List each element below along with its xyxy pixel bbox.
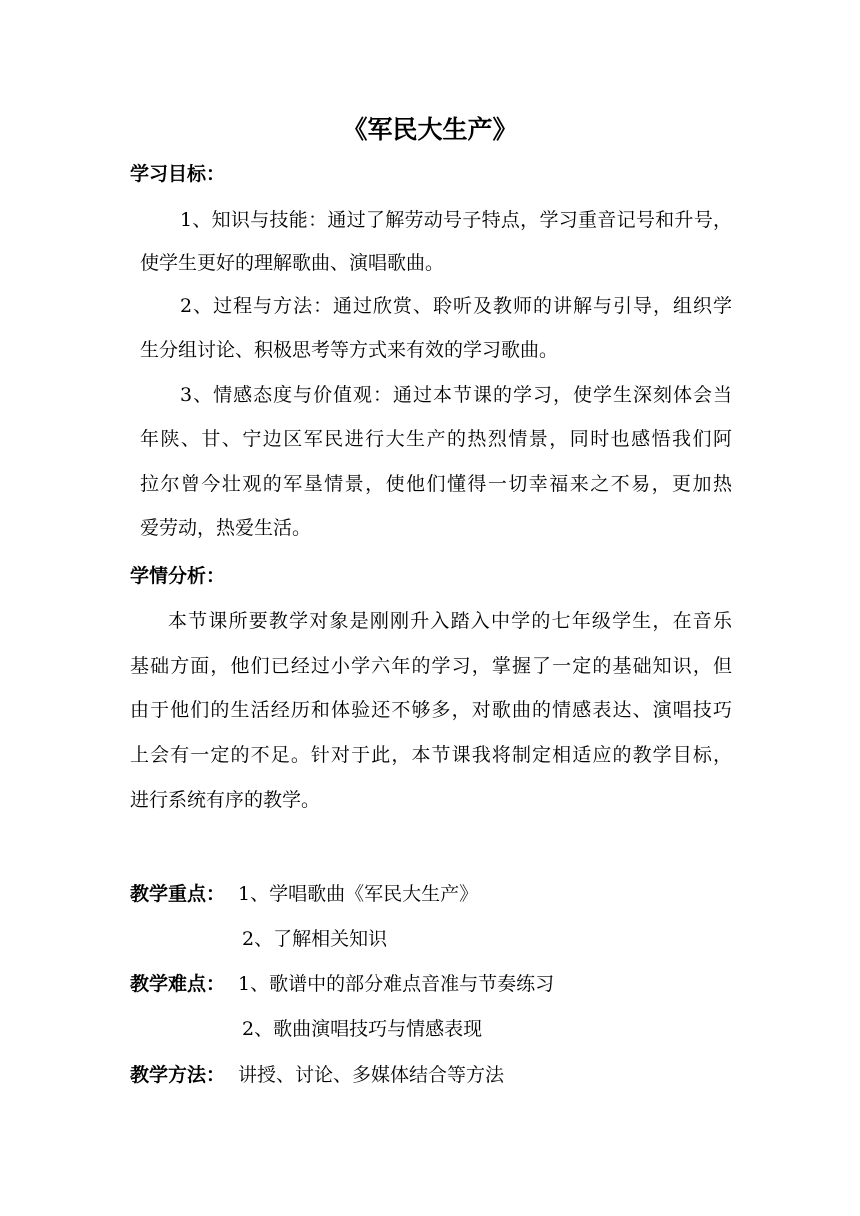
objective-2-line-2: 生分组讨论、积极思考等方式来有效的学习歌曲。 [140,339,559,361]
objective-3-line-1: 3、情感态度与价值观：通过本节课的学习，使学生深刻体会当 [180,384,732,406]
analysis-line-4: 上会有一定的不足。针对于此，本节课我将制定相适应的教学目标， [130,744,732,766]
key-point-2: 2、了解相关知识 [242,928,388,950]
methods-label: 教学方法： [130,1064,226,1086]
analysis-line-2: 基础方面，他们已经过小学六年的学习，掌握了一定的基础知识，但 [130,655,732,677]
objective-1-line-2: 使学生更好的理解歌曲、演唱歌曲。 [140,252,445,274]
objective-2-line-1: 2、过程与方法：通过欣赏、聆听及教师的讲解与引导，组织学 [180,295,732,317]
objective-3-line-3: 拉尔曾今壮观的军垦情景，使他们懂得一切幸福来之不易，更加热 [140,473,732,495]
analysis-line-3: 由于他们的生活经历和体验还不够多，对歌曲的情感表达、演唱技巧 [130,699,732,721]
document-title: 《军民大生产》 [342,115,518,144]
objectives-heading: 学习目标： [130,163,226,185]
key-point-1: 1、学唱歌曲《军民大生产》 [238,883,479,905]
difficulties-label: 教学难点： [130,973,226,995]
methods-text: 讲授、讨论、多媒体结合等方法 [238,1064,505,1086]
objective-3-line-2: 年陕、甘、宁边区军民进行大生产的热烈情景，同时也感悟我们阿 [140,428,732,450]
objective-1-line-1: 1、知识与技能：通过了解劳动号子特点，学习重音记号和升号， [180,209,732,231]
objective-3-line-4: 爱劳动，热爱生活。 [140,517,312,539]
difficulty-1: 1、歌谱中的部分难点音准与节奏练习 [238,973,555,995]
analysis-heading: 学情分析： [130,565,226,587]
key-points-label: 教学重点： [130,883,226,905]
analysis-line-1: 本节课所要教学对象是刚刚升入踏入中学的七年级学生，在音乐 [168,610,732,632]
difficulty-2: 2、歌曲演唱技巧与情感表现 [242,1018,483,1040]
analysis-line-5: 进行系统有序的教学。 [130,789,321,811]
